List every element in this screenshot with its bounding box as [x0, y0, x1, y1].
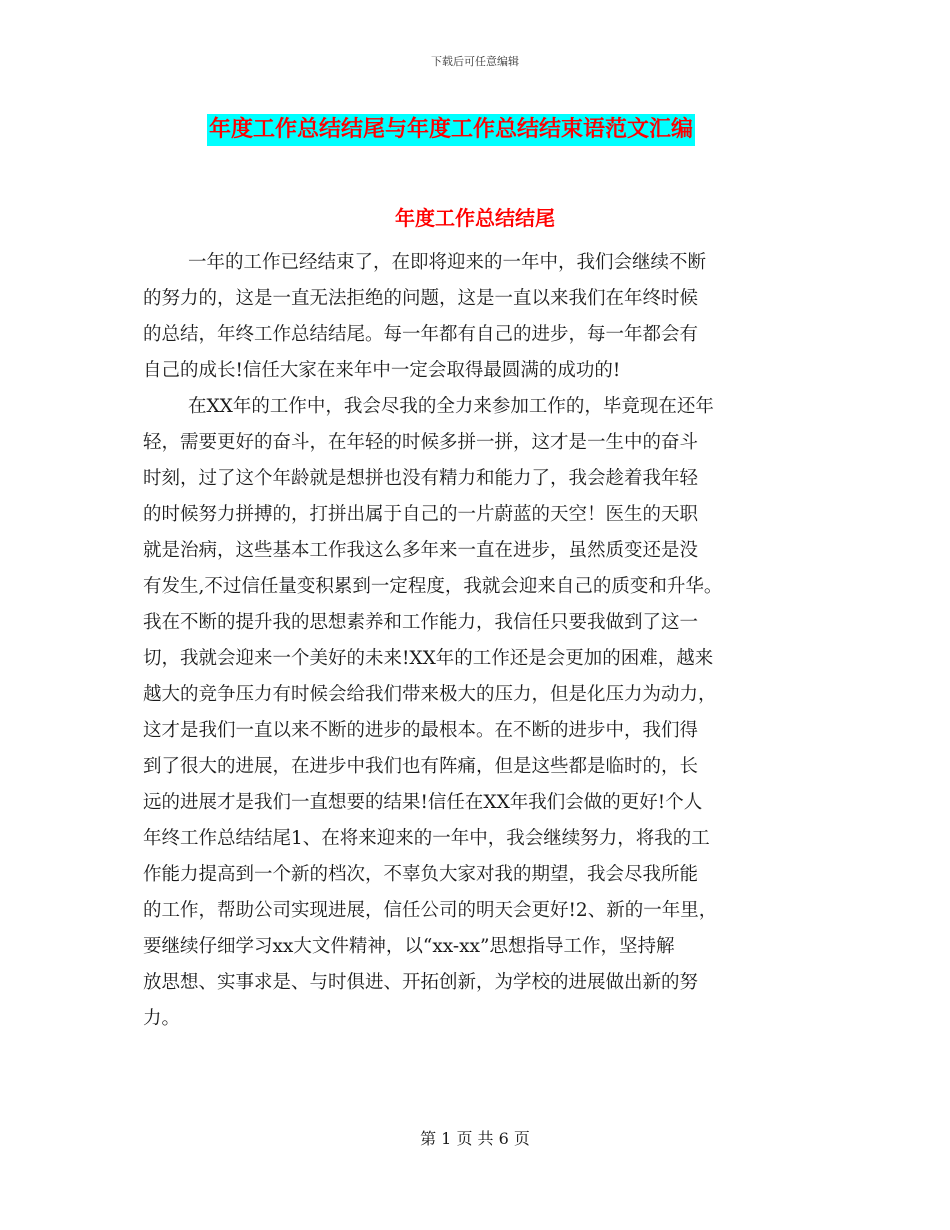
paragraph-line: 一年的工作已经结束了，在即将迎来的一年中，我们会继续不断 [188, 252, 707, 273]
paragraph-line: 这才是我们一直以来不断的进步的最根本。在不断的进步中，我们得 [143, 720, 699, 741]
paragraph-line: 作能力提高到一个新的档次，不辜负大家对我的期望，我会尽我所能 [143, 864, 699, 885]
paragraph-line: 的努力的，这是一直无法拒绝的问题，这是一直以来我们在年终时候 [143, 288, 699, 309]
header-note: 下载后可任意编辑 [431, 55, 519, 68]
section-title: 年度工作总结结尾 [395, 206, 555, 230]
paragraph-line: 远的进展才是我们一直想要的结果!信任在XX年我们会做的更好!个人 [143, 792, 703, 813]
paragraph-line: 就是治病，这些基本工作我这么多年来一直在进步，虽然质变还是没 [143, 540, 699, 561]
paragraph-line: 到了很大的进展，在进步中我们也有阵痛，但是这些都是临时的，长 [143, 756, 699, 777]
paragraph-line: 力。 [143, 1008, 181, 1029]
paragraph-line: 有发生,不过信任量变积累到一定程度，我就会迎来自己的质变和升华。 [143, 576, 723, 597]
paragraph-line: 要继续仔细学习xx大文件精神，以“xx-xx”思想指导工作，坚持解 [143, 936, 675, 957]
page-footer: 第 1 页 共 6 页 [420, 1129, 530, 1148]
paragraph-line: 的总结，年终工作总结结尾。每一年都有自己的进步，每一年都会有 [143, 324, 699, 345]
paragraph-line: 自己的成长!信任大家在来年中一定会取得最圆满的成功的! [143, 360, 621, 381]
paragraph-line: 时刻，过了这个年龄就是想拼也没有精力和能力了，我会趁着我年轻 [143, 468, 699, 489]
paragraph-line: 切，我就会迎来一个美好的未来!XX年的工作还是会更加的困难，越来 [143, 648, 714, 669]
paragraph-line: 的工作，帮助公司实现进展，信任公司的明天会更好!2、新的一年里， [143, 900, 718, 921]
paragraph-line: 我在不断的提升我的思想素养和工作能力，我信任只要我做到了这一 [143, 612, 699, 633]
body-text [143, 245, 823, 1037]
paragraph-line: 年终工作总结结尾1、在将来迎来的一年中，我会继续努力，将我的工 [143, 828, 710, 849]
paragraph-line: 在XX年的工作中，我会尽我的全力来参加工作的，毕竟现在还年 [188, 396, 714, 417]
paragraph-line: 越大的竞争压力有时候会给我们带来极大的压力，但是化压力为动力， [143, 684, 717, 705]
document-title-container [207, 114, 789, 146]
paragraph-line: 的时候努力拼搏的，打拼出属于自己的一片蔚蓝的天空！医生的天职 [143, 504, 699, 525]
paragraph-line: 轻，需要更好的奋斗，在年轻的时候多拼一拼，这才是一生中的奋斗 [143, 432, 699, 453]
document-title: 年度工作总结结尾与年度工作总结结束语范文汇编 [207, 114, 695, 146]
paragraph-line: 放思想、实事求是、与时俱进、开拓创新，为学校的进展做出新的努 [143, 972, 699, 993]
